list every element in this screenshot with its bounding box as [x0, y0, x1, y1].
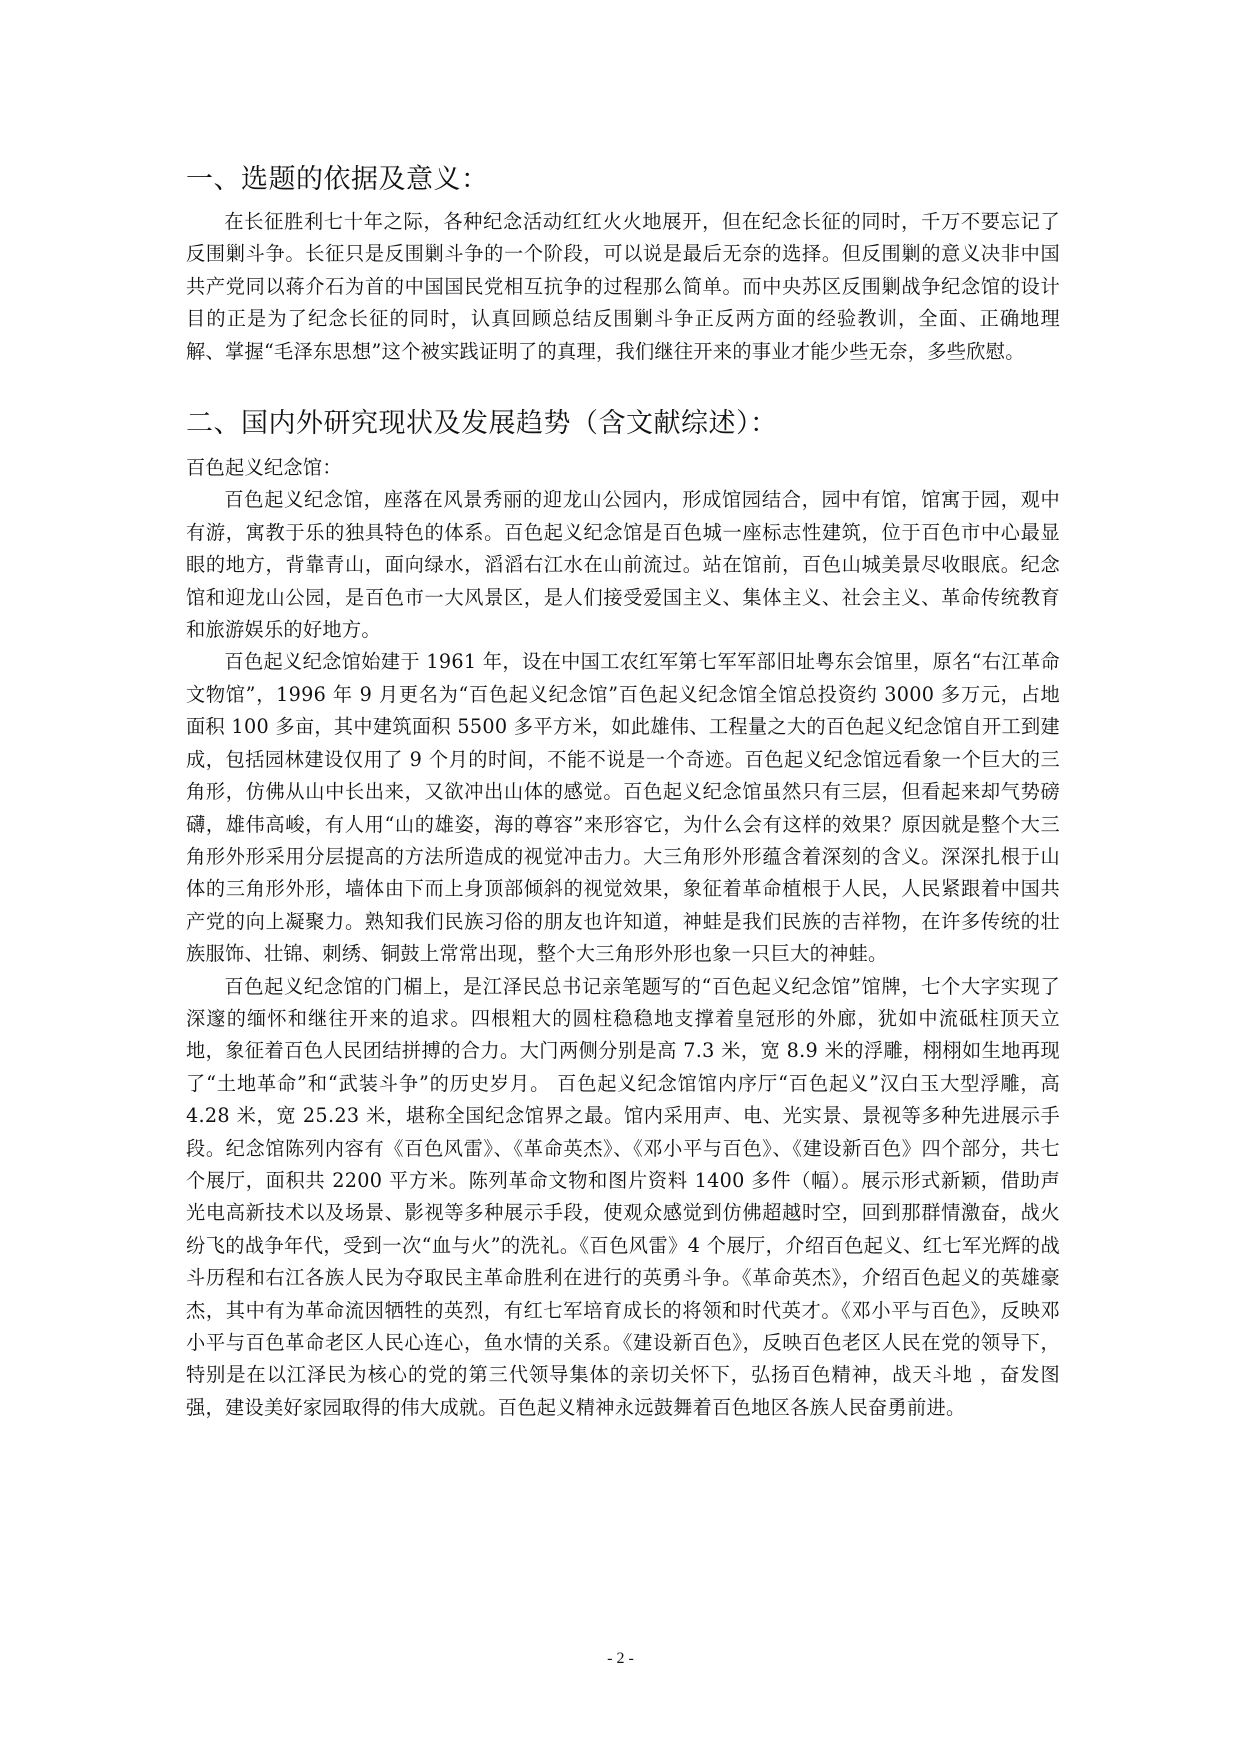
- page-content: [186, 160, 1060, 1424]
- page-number: - 2 -: [607, 1650, 634, 1667]
- section-heading-2: 二、国内外研究现状及发展趋势（含文献综述）：: [186, 408, 778, 440]
- subsection-title: 百色起义纪念馆：: [186, 456, 342, 480]
- section-heading-1: 一、选题的依据及意义：: [186, 164, 489, 195]
- section-2-paragraph-2: 百色起义纪念馆始建于 1961 年，设在中国工农红军第七军军部旧址粤东会馆里，原名“右江革命文物馆”，1996 年 9 月更名为“百色起义纪念馆”百色起义纪念馆全馆总投资约 3000 多万元，占地面积 100 多亩，其中建筑面积 5500 多平方米，如此雄伟、工程量之大的百色起义纪念馆自开工到建成，包括园林建设仅用了 9 个月的时间，不能不说是一个奇迹。百色起义纪念馆远看象一个巨大的三角形，仿佛从山中长出来，又欲冲出山体的感觉。百色起义纪念馆虽然只有三层，但看起来却气势磅礴，雄伟高峻，有人用“山的雄姿，海的尊容”来形容它，为什么会有这样的效果？原因就是整个大三角形外形采用分层提高的方法所造成的视觉冲击力。大三角形外形蕴含着深刻的含义。深深扎根于山体的三角形外形，墙体由下而上身顶部倾斜的视觉效果，象征着革命植根于人民，人民紧跟着中国共产党的向上凝聚力。熟知我们民族习俗的朋友也许知道，神蛙是我们民族的吉祥物，在许多传统的壮族服饰、壮锦、刺绣、铜鼓上常常出现，整个大三角形外形也象一只巨大的神蛙。: [186, 650, 1060, 966]
- section-1-paragraph: 在长征胜利七十年之际，各种纪念活动红红火火地展开，但在纪念长征的同时，千万不要忘记了反围剿斗争。长征只是反围剿斗争的一个阶段，可以说是最后无奈的选择。但反围剿的意义决非中国共产党同以蒋介石为首的中国国民党相互抗争的过程那么简单。而中央苏区反围剿战争纪念馆的设计目的正是为了纪念长征的同时，认真回顾总结反围剿斗争正反两方面的经验教训，全面、正确地理解、掌握“毛泽东思想”这个被实践证明了的真理，我们继往开来的事业才能少些无奈，多些欣慰。: [186, 210, 1060, 363]
- section-2-paragraph-3: 百色起义纪念馆的门楣上，是江泽民总书记亲笔题写的“百色起义纪念馆”馆牌，七个大字实现了深邃的缅怀和继往开来的追求。四根粗大的圆柱稳稳地支撑着皇冠形的外廊，犹如中流砥柱顶天立地，象征着百色人民团结拼搏的合力。大门两侧分别是高 7.3 米，宽 8.9 米的浮雕，栩栩如生地再现了“土地革命”和“武装斗争”的历史岁月。 百色起义纪念馆馆内序厅“百色起义”汉白玉大型浮雕，高 4.28 米，宽 25.23 米，堪称全国纪念馆界之最。馆内采用声、电、光实景、景视等多种先进展示手段。纪念馆陈列内容有《百色风雷》、《革命英杰》、《邓小平与百色》、《建设新百色》四个部分，共七个展厅，面积共 2200 平方米。陈列革命文物和图片资料 1400 多件（幅）。展示形式新颖，借助声光电高新技术以及场景、影视等多种展示手段，使观众感觉到仿佛超越时空，回到那群情激奋，战火纷飞的战争年代，受到一次“血与火”的洗礼。《百色风雷》4 个展厅，介绍百色起义、红七军光辉的战斗历程和右江各族人民为夺取民主革命胜利在进行的英勇斗争。《革命英杰》，介绍百色起义的英雄豪杰，其中有为革命流因牺牲的英烈，有红七军培育成长的将领和时代英才。《邓小平与百色》，反映邓小平与百色革命老区人民心连心，鱼水情的关系。《建设新百色》，反映百色老区人民在党的领导下，特别是在以江泽民为核心的党的第三代领导集体的亲切关怀下，弘扬百色精神，战天斗地 ，奋发图强，建设美好家园取得的伟大成就。百色起义精神永远鼓舞着百色地区各族人民奋勇前进。: [186, 974, 1060, 1419]
- section-2-paragraph-1: 百色起义纪念馆，座落在风景秀丽的迎龙山公园内，形成馆园结合，园中有馆，馆寓于园，观中有游，寓教于乐的独具特色的体系。百色起义纪念馆是百色城一座标志性建筑，位于百色市中心最显眼的地方，背靠青山，面向绿水，滔滔右江水在山前流过。站在馆前，百色山城美景尽收眼底。纪念馆和迎龙山公园，是百色市一大风景区，是人们接受爱国主义、集体主义、社会主义、革命传统教育和旅游娱乐的好地方。: [186, 488, 1060, 642]
